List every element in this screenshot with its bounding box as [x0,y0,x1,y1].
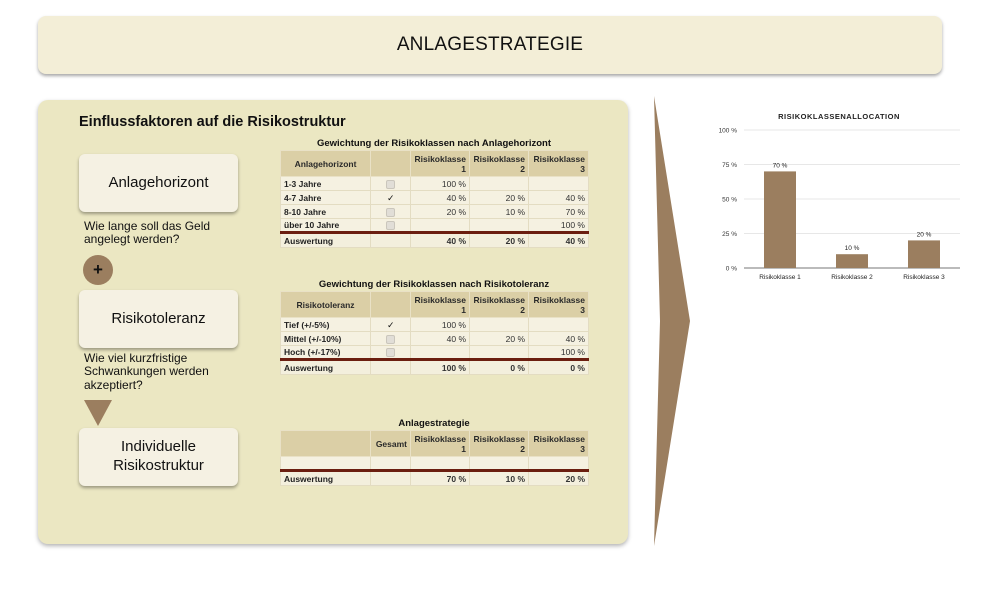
row-label: 1-3 Jahre [281,177,371,191]
row-label: Mittel (+/-10%) [281,332,371,346]
header-bar [38,16,942,74]
table-title: Gewichtung der Risikoklassen nach Risikotoleranz [318,279,550,290]
y-tick-label: 0 % [725,265,737,273]
result-rk3: 0 % [529,360,589,375]
cell-rk1: 40 % [411,332,470,346]
table-row [281,177,589,191]
row-label: 8-10 Jahre [281,205,371,219]
column-header: Risikoklasse 2 [470,431,529,457]
table-row [281,219,589,233]
data-label: 20 % [916,231,932,239]
right-arrow-icon [654,96,694,546]
result-label: Auswertung [281,471,371,486]
table-anlagestrategie [280,417,588,486]
bar-3 [908,240,940,268]
column-header: Risikoklasse 2 [470,292,529,318]
column-header: Risikoklasse 1 [411,151,470,177]
checkbox[interactable] [386,221,395,230]
cell-rk1: 100 % [411,318,470,332]
cell-rk2: 10 % [470,205,529,219]
checkbox-checked[interactable]: ✓ [387,192,395,203]
result-label: Auswertung [281,233,371,248]
influence-panel [38,100,628,544]
result-rk1: 40 % [411,233,470,248]
bar-2 [836,254,868,268]
question-anlagehorizont: Wie lange soll das Geld angelegt werden? [84,219,211,247]
column-header: Risikoklasse 1 [411,431,470,457]
column-header: Gesamt [371,431,411,457]
column-header: Risikoklasse 2 [470,151,529,177]
cell-rk2 [470,219,529,233]
checkbox-checked[interactable]: ✓ [387,319,395,330]
result-rk2: 20 % [470,233,529,248]
column-header [371,292,411,318]
cell-rk2: 20 % [470,332,529,346]
factor-risikotoleranz[interactable]: Risikotoleranz [79,290,238,348]
cell-rk2: 20 % [470,191,529,205]
cell-rk1: 20 % [411,205,470,219]
result-row [281,360,589,375]
result-label: Auswertung [281,360,371,375]
y-tick-label: 75 % [722,162,737,169]
x-tick-label: Risikoklasse 1 [759,274,801,281]
y-tick-label: 100 % [718,127,737,135]
down-arrow-icon [84,400,112,426]
result-rk1: 100 % [411,360,470,375]
result-row [281,233,589,248]
column-header [281,431,371,457]
table-row [281,318,589,332]
checkbox[interactable] [386,180,395,189]
bar-1 [764,171,796,268]
question-risikotoleranz: Wie viel kurzfristige Schwankungen werden akzeptiert? [84,351,209,392]
row-label: Hoch (+/-17%) [281,346,371,360]
result-row [281,471,589,486]
panel-title: Einflussfaktoren auf die Risikostruktur [79,114,346,130]
x-tick-label: Risikoklasse 3 [903,274,945,281]
table-row [281,191,589,205]
column-header: Risikoklasse 3 [529,431,589,457]
result-rk1: 70 % [411,471,470,486]
checkbox[interactable] [386,348,395,357]
data-label: 10 % [844,245,860,253]
row-label: Tief (+/-5%) [281,318,371,332]
allocation-chart [710,108,960,288]
column-header: Risikotoleranz [281,292,371,318]
cell-rk3: 40 % [529,191,589,205]
cell-rk1: 100 % [411,177,470,191]
cell-rk3: 40 % [529,332,589,346]
page-title: ANLAGESTRATEGIE [396,34,584,55]
cell-rk3 [529,177,589,191]
column-header: Risikoklasse 3 [529,151,589,177]
column-header: Risikoklasse 1 [411,292,470,318]
table-risikotoleranz [280,278,588,375]
cell-rk2 [470,177,529,191]
table-row [281,332,589,346]
cell-rk1: 40 % [411,191,470,205]
y-tick-label: 50 % [722,196,737,204]
cell-rk1 [411,219,470,233]
cell-rk3: 70 % [529,205,589,219]
checkbox[interactable] [386,208,395,217]
row-label: 4-7 Jahre [281,191,371,205]
data-label: 70 % [772,162,788,170]
table-row [281,457,589,471]
checkbox[interactable] [386,335,395,344]
table-row [281,346,589,360]
result-rk2: 0 % [470,360,529,375]
factor-individuelle-risikostruktur[interactable]: Individuelle Risikostruktur [79,428,238,486]
column-header: Risikoklasse 3 [529,292,589,318]
table-title: Gewichtung der Risikoklassen nach Anlagehorizont [316,138,552,149]
factor-anlagehorizont[interactable]: Anlagehorizont [79,154,238,212]
table-title: Anlagestrategie [398,418,470,429]
cell-rk3: 100 % [529,219,589,233]
table-row [281,205,589,219]
table-anlagehorizont [280,137,588,248]
cell-rk2 [470,346,529,360]
cell-rk2 [470,318,529,332]
result-rk2: 10 % [470,471,529,486]
column-header: Anlagehorizont [281,151,371,177]
x-tick-label: Risikoklasse 2 [831,274,873,281]
cell-rk3: 100 % [529,346,589,360]
column-header [371,151,411,177]
cell-rk1 [411,346,470,360]
cell-rk3 [529,318,589,332]
row-label: über 10 Jahre [281,219,371,233]
chart-title: RISIKOKLASSENALLOCATION [778,112,900,121]
y-tick-label: 25 % [722,231,737,238]
plus-icon: + [83,255,113,285]
result-rk3: 20 % [529,471,589,486]
result-rk3: 40 % [529,233,589,248]
